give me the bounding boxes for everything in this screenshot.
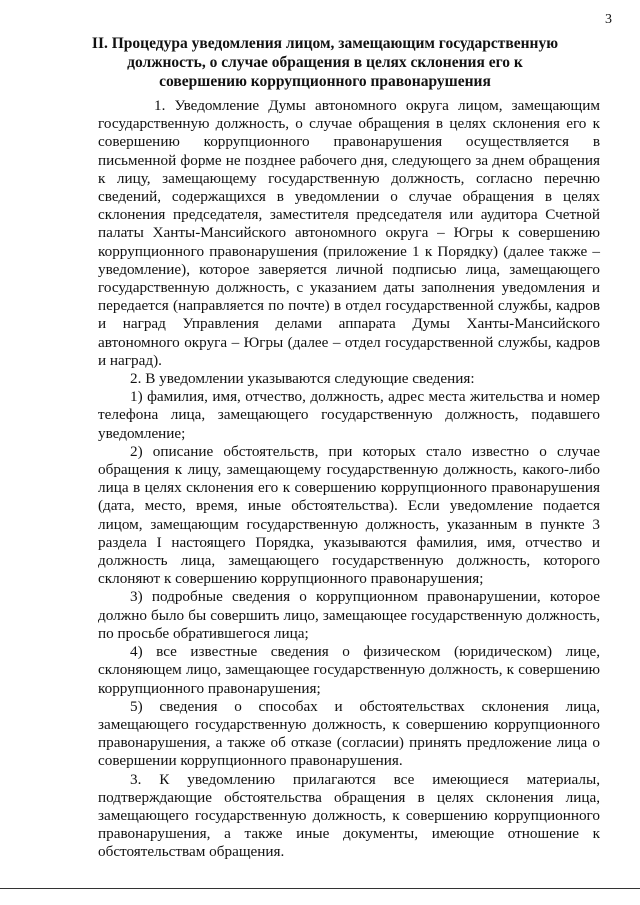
paragraph-subitem-1: 1) фамилия, имя, отчество, должность, адрес места жительства и номер телефона лица, замещающего государственную должность, подавшего уведомление; bbox=[98, 388, 600, 442]
footer-divider bbox=[0, 888, 640, 889]
page-number: 3 bbox=[605, 12, 612, 27]
paragraph-item-3: 3. К уведомлению прилагаются все имеющиеся материалы, подтверждающие обстоятельства обращения в целях склонения лица, замещающего государственную должность, к совершению коррупционного правонарушения, а также иные документы, имеющие отношение к обстоятельствам обращения. bbox=[98, 770, 600, 861]
paragraph-subitem-5: 5) сведения о способах и обстоятельствах склонения лица, замещающего государственную должность, к совершению коррупционного правонарушения, а также об отказе (согласии) принять предложение лица о совершении коррупционного правонарушения. bbox=[98, 697, 600, 770]
paragraph-item-1: 1. Уведомление Думы автономного округа лицом, замещающим государственную должность, о случае обращения в целях склонения его к совершению коррупционного правонарушения осуществляется в письменной форме не позднее рабочего дня, следующего за днем обращения к лицу, замещающему государственную должность, согласно перечню сведений, содержащихся в уведомлении о случае обращения в целях склонения председателя, заместителя председателя или аудитора Счетной палаты Ханты-Мансийского автономного округа – Югры к совершению коррупционного правонарушения (приложение 1 к Порядку) (далее также – уведомление), которое заверяется личной подписью лица, замещающего государственную должность, с указанием даты заполнения уведомления и передается (направляется по почте) в отдел государственной службы, кадров и наград Управления делами аппарата Думы Ханты-Мансийского автономного округа – Югры (далее – отдел государственной службы, кадров и наград). bbox=[98, 97, 600, 369]
paragraph-subitem-4: 4) все известные сведения о физическом (юридическом) лице, склоняющем лицо, замещающее государственную должность, к совершению коррупционного правонарушения; bbox=[98, 643, 600, 697]
paragraph-subitem-3: 3) подробные сведения о коррупционном правонарушении, которое должно было бы совершить лицо, замещающее государственную должность, по просьбе обратившегося лица; bbox=[98, 588, 600, 642]
document-body bbox=[98, 97, 600, 862]
section-title: II. Процедура уведомления лицом, замещающим государственную должность, о случае обращения в целях склонения его к совершению коррупционного правонарушения bbox=[91, 35, 559, 90]
paragraph-item-2: 2. В уведомлении указываются следующие сведения: bbox=[130, 370, 475, 388]
paragraph-subitem-2: 2) описание обстоятельств, при которых стало известно о случае обращения к лицу, замещающему государственную должность, какого-либо лица в целях склонения его к совершению коррупционного правонарушения (дата, место, время, иные обстоятельства). Если уведомление подается лицом, замещающим государственную должность, указанным в пункте 3 раздела I настоящего Порядка, указываются фамилия, имя, отчество и должность лица, замещающего государственную должность, которого склоняют к совершению коррупционного правонарушения; bbox=[98, 442, 600, 588]
